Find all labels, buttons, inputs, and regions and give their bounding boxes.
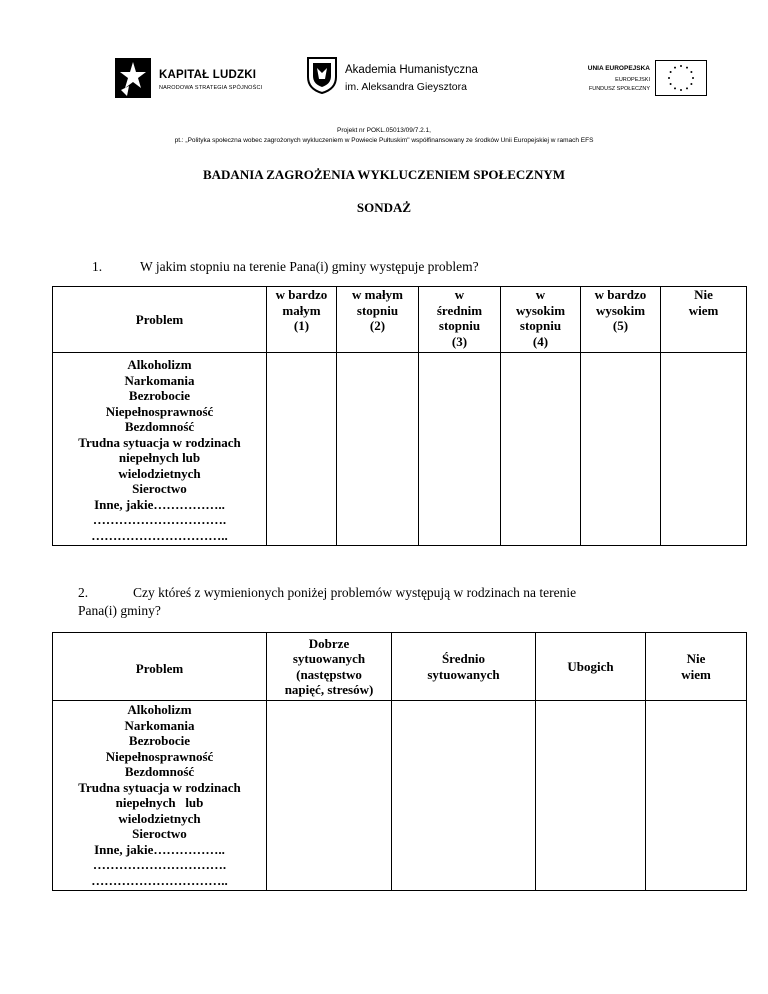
- eu-line-2: EUROPEJSKI: [615, 77, 650, 83]
- eu-flag-icon: [655, 60, 707, 96]
- akademia-subtitle: im. Aleksandra Gieysztora: [345, 81, 467, 93]
- header-text: stopniu: [356, 302, 399, 318]
- document-title: BADANIA ZAGROŻENIA WYKLUCZENIEM SPOŁECZNYM: [202, 167, 565, 182]
- header-well-off: [267, 633, 392, 701]
- header-text: w: [535, 287, 546, 302]
- header-text: (następstwo: [296, 666, 362, 682]
- problem-item: Bezrobocie: [128, 733, 191, 748]
- header-level-4: [501, 287, 581, 353]
- project-line-1: Projekt nr POKL.05013/09/7.2.1,: [337, 127, 431, 134]
- header-text: Nie: [686, 651, 706, 666]
- header-problem: Problem: [53, 633, 267, 701]
- problem-item: …………………………..: [91, 872, 228, 888]
- header-text: wiem: [688, 302, 719, 318]
- problem-item: Niepełnosprawność: [105, 403, 214, 419]
- header-text: w bardzo: [275, 287, 328, 302]
- header-text: w: [454, 287, 465, 302]
- question-1: [92, 259, 479, 275]
- question-1-number: 1.: [92, 259, 103, 274]
- kapital-ludzki-subtitle: NARODOWA STRATEGIA SPÓJNOŚCI: [159, 85, 263, 91]
- header-middle-income: [392, 633, 536, 701]
- header-text: Średnio: [441, 651, 486, 666]
- problem-item: Inne, jakie……………..: [94, 496, 225, 512]
- answer-cell[interactable]: [581, 353, 661, 546]
- problem-list: [53, 353, 267, 546]
- header-text: (4): [532, 333, 549, 349]
- header-text: Ubogich: [567, 658, 614, 674]
- answer-cell[interactable]: [267, 353, 337, 546]
- header-text: wiem: [681, 666, 711, 682]
- problem-item: Trudna sytuacja w rodzinach: [78, 779, 241, 795]
- problem-item: Bezrobocie: [128, 388, 191, 403]
- kapital-ludzki-emblem-icon: [115, 58, 151, 98]
- header-text: średnim: [436, 302, 483, 318]
- table-header-row: [53, 633, 747, 701]
- kapital-ludzki-logo: [115, 58, 280, 103]
- eu-fund-text: [520, 65, 650, 105]
- header-text: wysokim: [595, 302, 646, 318]
- header-text: (1): [293, 318, 310, 333]
- question-1-text: W jakim stopniu na terenie Pana(i) gminy występuje problem?: [140, 259, 479, 274]
- answer-cell[interactable]: [501, 353, 581, 546]
- question-1-table: [52, 286, 747, 546]
- problem-item: Niepełnosprawność: [105, 748, 214, 764]
- question-2-text-line-1: Czy któreś z wymienionych poniżej problemów występują w rodzinach na terenie: [133, 585, 577, 600]
- document-subtitle: SONDAŻ: [356, 200, 412, 215]
- problem-item: wielodzietnych: [118, 465, 201, 481]
- answer-cell[interactable]: [536, 701, 646, 891]
- problem-item: Bezdomność: [124, 764, 195, 779]
- problem-item: Trudna sytuacja w rodzinach: [78, 434, 241, 450]
- header-text: sytuowanych: [427, 666, 500, 682]
- header-text: napięć, stresów): [284, 682, 374, 697]
- header-text: wysokim: [515, 302, 566, 318]
- answer-cell[interactable]: [419, 353, 501, 546]
- header-text: w małym: [352, 287, 403, 302]
- header-text: sytuowanych: [292, 651, 366, 666]
- table-row: [53, 701, 747, 891]
- akademia-name: Akademia Humanistyczna: [345, 64, 478, 76]
- problem-item: niepełnych lub: [118, 450, 201, 465]
- header-text: (5): [612, 318, 629, 333]
- problem-item: …………………………..: [91, 527, 228, 543]
- akademia-logo: [305, 55, 505, 105]
- answer-cell[interactable]: [661, 353, 747, 546]
- header-text: stopniu: [519, 318, 562, 333]
- header-text: (2): [369, 318, 386, 333]
- problem-item: Inne, jakie……………..: [94, 841, 225, 857]
- answer-cell[interactable]: [337, 353, 419, 546]
- header-dont-know: [661, 287, 747, 353]
- problem-item: Sieroctwo: [132, 826, 187, 841]
- project-line-2: pt.: „Polityka społeczna wobec zagrożonych wykluczeniem w Powiecie Pułtuskim" współfinansowany ze środków Unii Europejskiej w ramach EFS: [174, 137, 594, 144]
- project-info: [0, 126, 768, 146]
- header-dont-know: [646, 633, 747, 701]
- header-level-3: [419, 287, 501, 353]
- header-poor: [536, 633, 646, 701]
- header-text: stopniu: [438, 318, 481, 333]
- problem-item: Sieroctwo: [132, 481, 187, 496]
- answer-cell[interactable]: [267, 701, 392, 891]
- problem-item: Alkoholizm: [127, 357, 192, 372]
- header-logos: [95, 50, 705, 120]
- table-row: [53, 353, 747, 546]
- header-text: Nie: [694, 287, 713, 302]
- problem-list: [53, 701, 267, 891]
- header-level-1: [267, 287, 337, 353]
- question-2-table: [52, 632, 747, 891]
- eu-line-1: UNIA EUROPEJSKA: [587, 65, 650, 72]
- header-text: (3): [451, 333, 468, 349]
- answer-cell[interactable]: [646, 701, 747, 891]
- header-level-5: [581, 287, 661, 353]
- header-problem: Problem: [53, 287, 267, 353]
- header-text: Dobrze: [308, 635, 350, 651]
- eu-line-3: FUNDUSZ SPOŁECZNY: [588, 86, 650, 92]
- question-2-text-line-2: Pana(i) gminy?: [78, 603, 161, 618]
- answer-cell[interactable]: [392, 701, 536, 891]
- problem-item: niepełnych lub: [115, 795, 204, 810]
- header-text: małym: [282, 302, 321, 318]
- akademia-crest-icon: [305, 55, 339, 95]
- question-2: [78, 584, 576, 620]
- problem-item: ………………………….: [92, 857, 227, 872]
- problem-item: Narkomania: [124, 717, 195, 733]
- header-text: w bardzo: [594, 287, 647, 302]
- problem-item: wielodzietnych: [118, 810, 201, 826]
- problem-item: ………………………….: [92, 512, 227, 527]
- table-header-row: [53, 287, 747, 353]
- problem-item: Bezdomność: [124, 419, 195, 434]
- problem-item: Narkomania: [124, 372, 195, 388]
- kapital-ludzki-name: KAPITAŁ LUDZKI: [159, 69, 257, 81]
- problem-item: Alkoholizm: [127, 702, 192, 717]
- header-level-2: [337, 287, 419, 353]
- question-2-number: 2.: [78, 585, 89, 600]
